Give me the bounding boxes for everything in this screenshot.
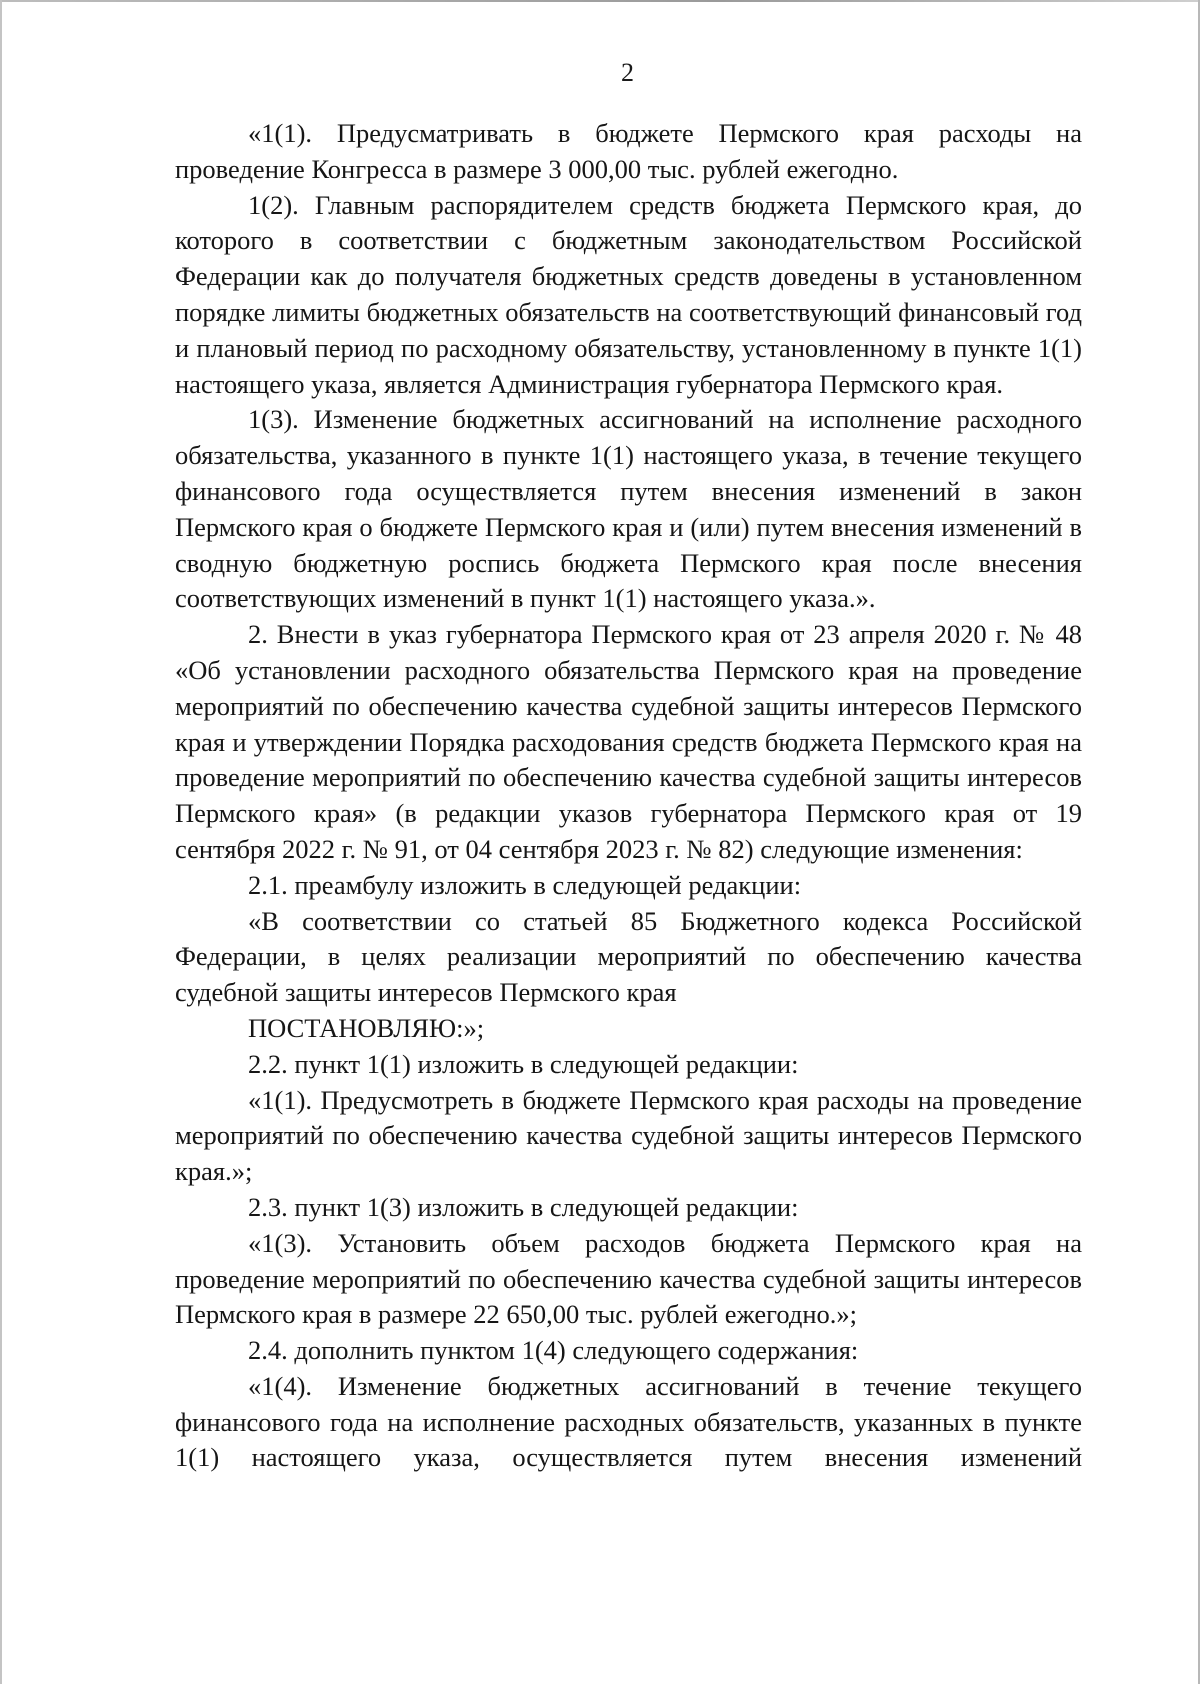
paragraph-2: 2. Внести в указ губернатора Пермского края от 23 апреля 2020 г. № 48 «Об установлении расходного обязательства Пермского края на проведение мероприятий по обеспечению качества судебной защиты интересов Пермского края и утверждении Порядка расходования средств бюджета Пермского края на проведение мероприятий по обеспечению качества судебной защиты интересов Пермского края» (в редакции указов губернатора Пермского края от 19 сентября 2022 г. № 91, от 04 сентября 2023 г. № 82) следующие изменения: [175,619,1082,864]
paragraph-2-3: 2.3. пункт 1(3) изложить в следующей редакции: [248,1191,799,1222]
paragraph-postanovlyayu: ПОСТАНОВЛЯЮ:»; [248,1012,485,1043]
paragraph-new-1-1: «1(1). Предусмотреть в бюджете Пермского края расходы на проведение мероприятий по обеспечению качества судебной защиты интересов Пермского края.»; [175,1084,1082,1187]
paragraph-1-2: 1(2). Главным распорядителем средств бюджета Пермского края, до которого в соответствии с бюджетным законодательством Российской Федерации как до получателя бюджетных средств доведены в установленном порядке лимиты бюджетных обязательств на соответствующий финансовый год и плановый период по расходному обязательству, установленному в пункте 1(1) настоящего указа, является Администрация губернатора Пермского края. [175,189,1082,399]
paragraph-1-1: «1(1). Предусматривать в бюджете Пермского края расходы на проведение Конгресса в размере 3 000,00 тыс. рублей ежегодно. [175,118,1082,184]
paragraph-new-1-3: «1(3). Установить объем расходов бюджета Пермского края на проведение мероприятий по обеспечению качества судебной защиты интересов Пермского края в размере 22 650,00 тыс. рублей ежегодно.»; [175,1227,1082,1330]
document-body [175,116,1082,1476]
paragraph-2-2: 2.2. пункт 1(1) изложить в следующей редакции: [248,1048,799,1079]
paragraph-2-1: 2.1. преамбулу изложить в следующей редакции: [248,869,802,900]
paragraph-new-1-4: «1(4). Изменение бюджетных ассигнований в течение текущего финансового года на исполнение расходных обязательств, указанных в пункте 1(1) настоящего указа, осуществляется путем внесения изменений [175,1370,1082,1473]
paragraph-2-4: 2.4. дополнить пунктом 1(4) следующего содержания: [248,1335,859,1366]
paragraph-preamble: «В соответствии со статьей 85 Бюджетного кодекса Российской Федерации, в целях реализации мероприятий по обеспечению качества судебной защиты интересов Пермского края [175,905,1082,1008]
page-number: 2 [621,58,634,87]
scan-edge-left [0,0,2,1684]
scan-edge-top [0,0,1200,2]
paragraph-1-3: 1(3). Изменение бюджетных ассигнований на исполнение расходного обязательства, указанного в пункте 1(1) настоящего указа, в течение текущего финансового года осуществляется путем внесения изменений в закон Пермского края о бюджете Пермского края и (или) путем внесения изменений в сводную бюджетную роспись бюджета Пермского края после внесения соответствующих изменений в пункт 1(1) настоящего указа.». [175,404,1082,614]
